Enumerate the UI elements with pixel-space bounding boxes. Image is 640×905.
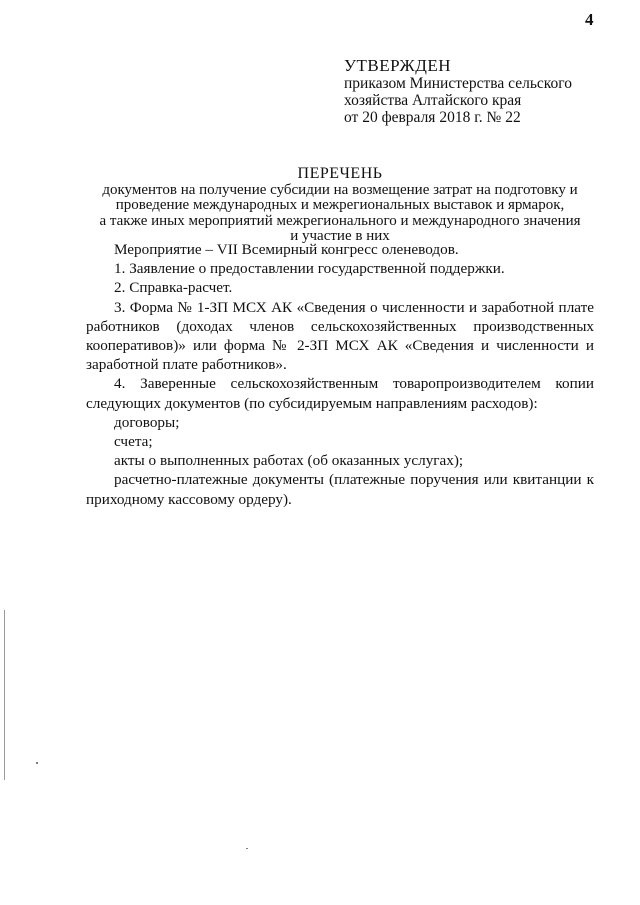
approval-title: УТВЕРЖДЕН — [344, 56, 451, 75]
scan-margin-line — [4, 610, 5, 780]
page-number: 4 — [585, 10, 594, 29]
approval-stamp — [344, 57, 572, 126]
document-body — [86, 240, 594, 509]
document-subtitle-line: а также иных мероприятий межрегионального и международного значения — [99, 212, 581, 229]
document-subtitle-line: проведение международных и межрегиональных выставок и ярмарок, — [115, 197, 565, 213]
sub-list-item: расчетно-платежные документы (платежные поручения или квитанции к приходному кассовому ордеру). — [86, 471, 594, 508]
list-item: 4. Заверенные сельскохозяйственным товаропроизводителем копии следующих документов (по субсидируемым направлениям расходов): — [86, 375, 594, 412]
document-subtitle-line: и участие в них — [290, 228, 390, 244]
list-item: 3. Форма № 1-ЗП МСХ АК «Сведения о численности и заработной плате работников (доходах членов сельскохозяйственных производственных кооперативов)» или форма № 2-ЗП МСХ АК «Сведения и численности и заработной плате работников». — [86, 298, 594, 374]
document-title: ПЕРЕЧЕНЬ — [297, 165, 383, 182]
list-item: 1. Заявление о предоставлении государственной поддержки. — [114, 260, 505, 278]
sub-list-item: договоры; — [114, 413, 180, 431]
scan-speck — [36, 762, 38, 764]
document-heading — [90, 166, 590, 245]
approval-line: от 20 февраля 2018 г. № 22 — [344, 109, 521, 126]
approval-line: приказом Министерства сельского — [344, 75, 573, 92]
document-subtitle-line: документов на получение субсидии на возмещение затрат на подготовку и — [102, 181, 578, 198]
scan-speck — [246, 848, 248, 849]
list-item: 2. Справка-расчет. — [114, 279, 233, 297]
sub-list-item: счета; — [114, 433, 153, 451]
approval-line: хозяйства Алтайского края — [344, 92, 522, 109]
sub-list-item: акты о выполненных работах (об оказанных услугах); — [114, 452, 464, 470]
event-paragraph: Мероприятие – VII Всемирный конгресс оленеводов. — [114, 241, 459, 258]
